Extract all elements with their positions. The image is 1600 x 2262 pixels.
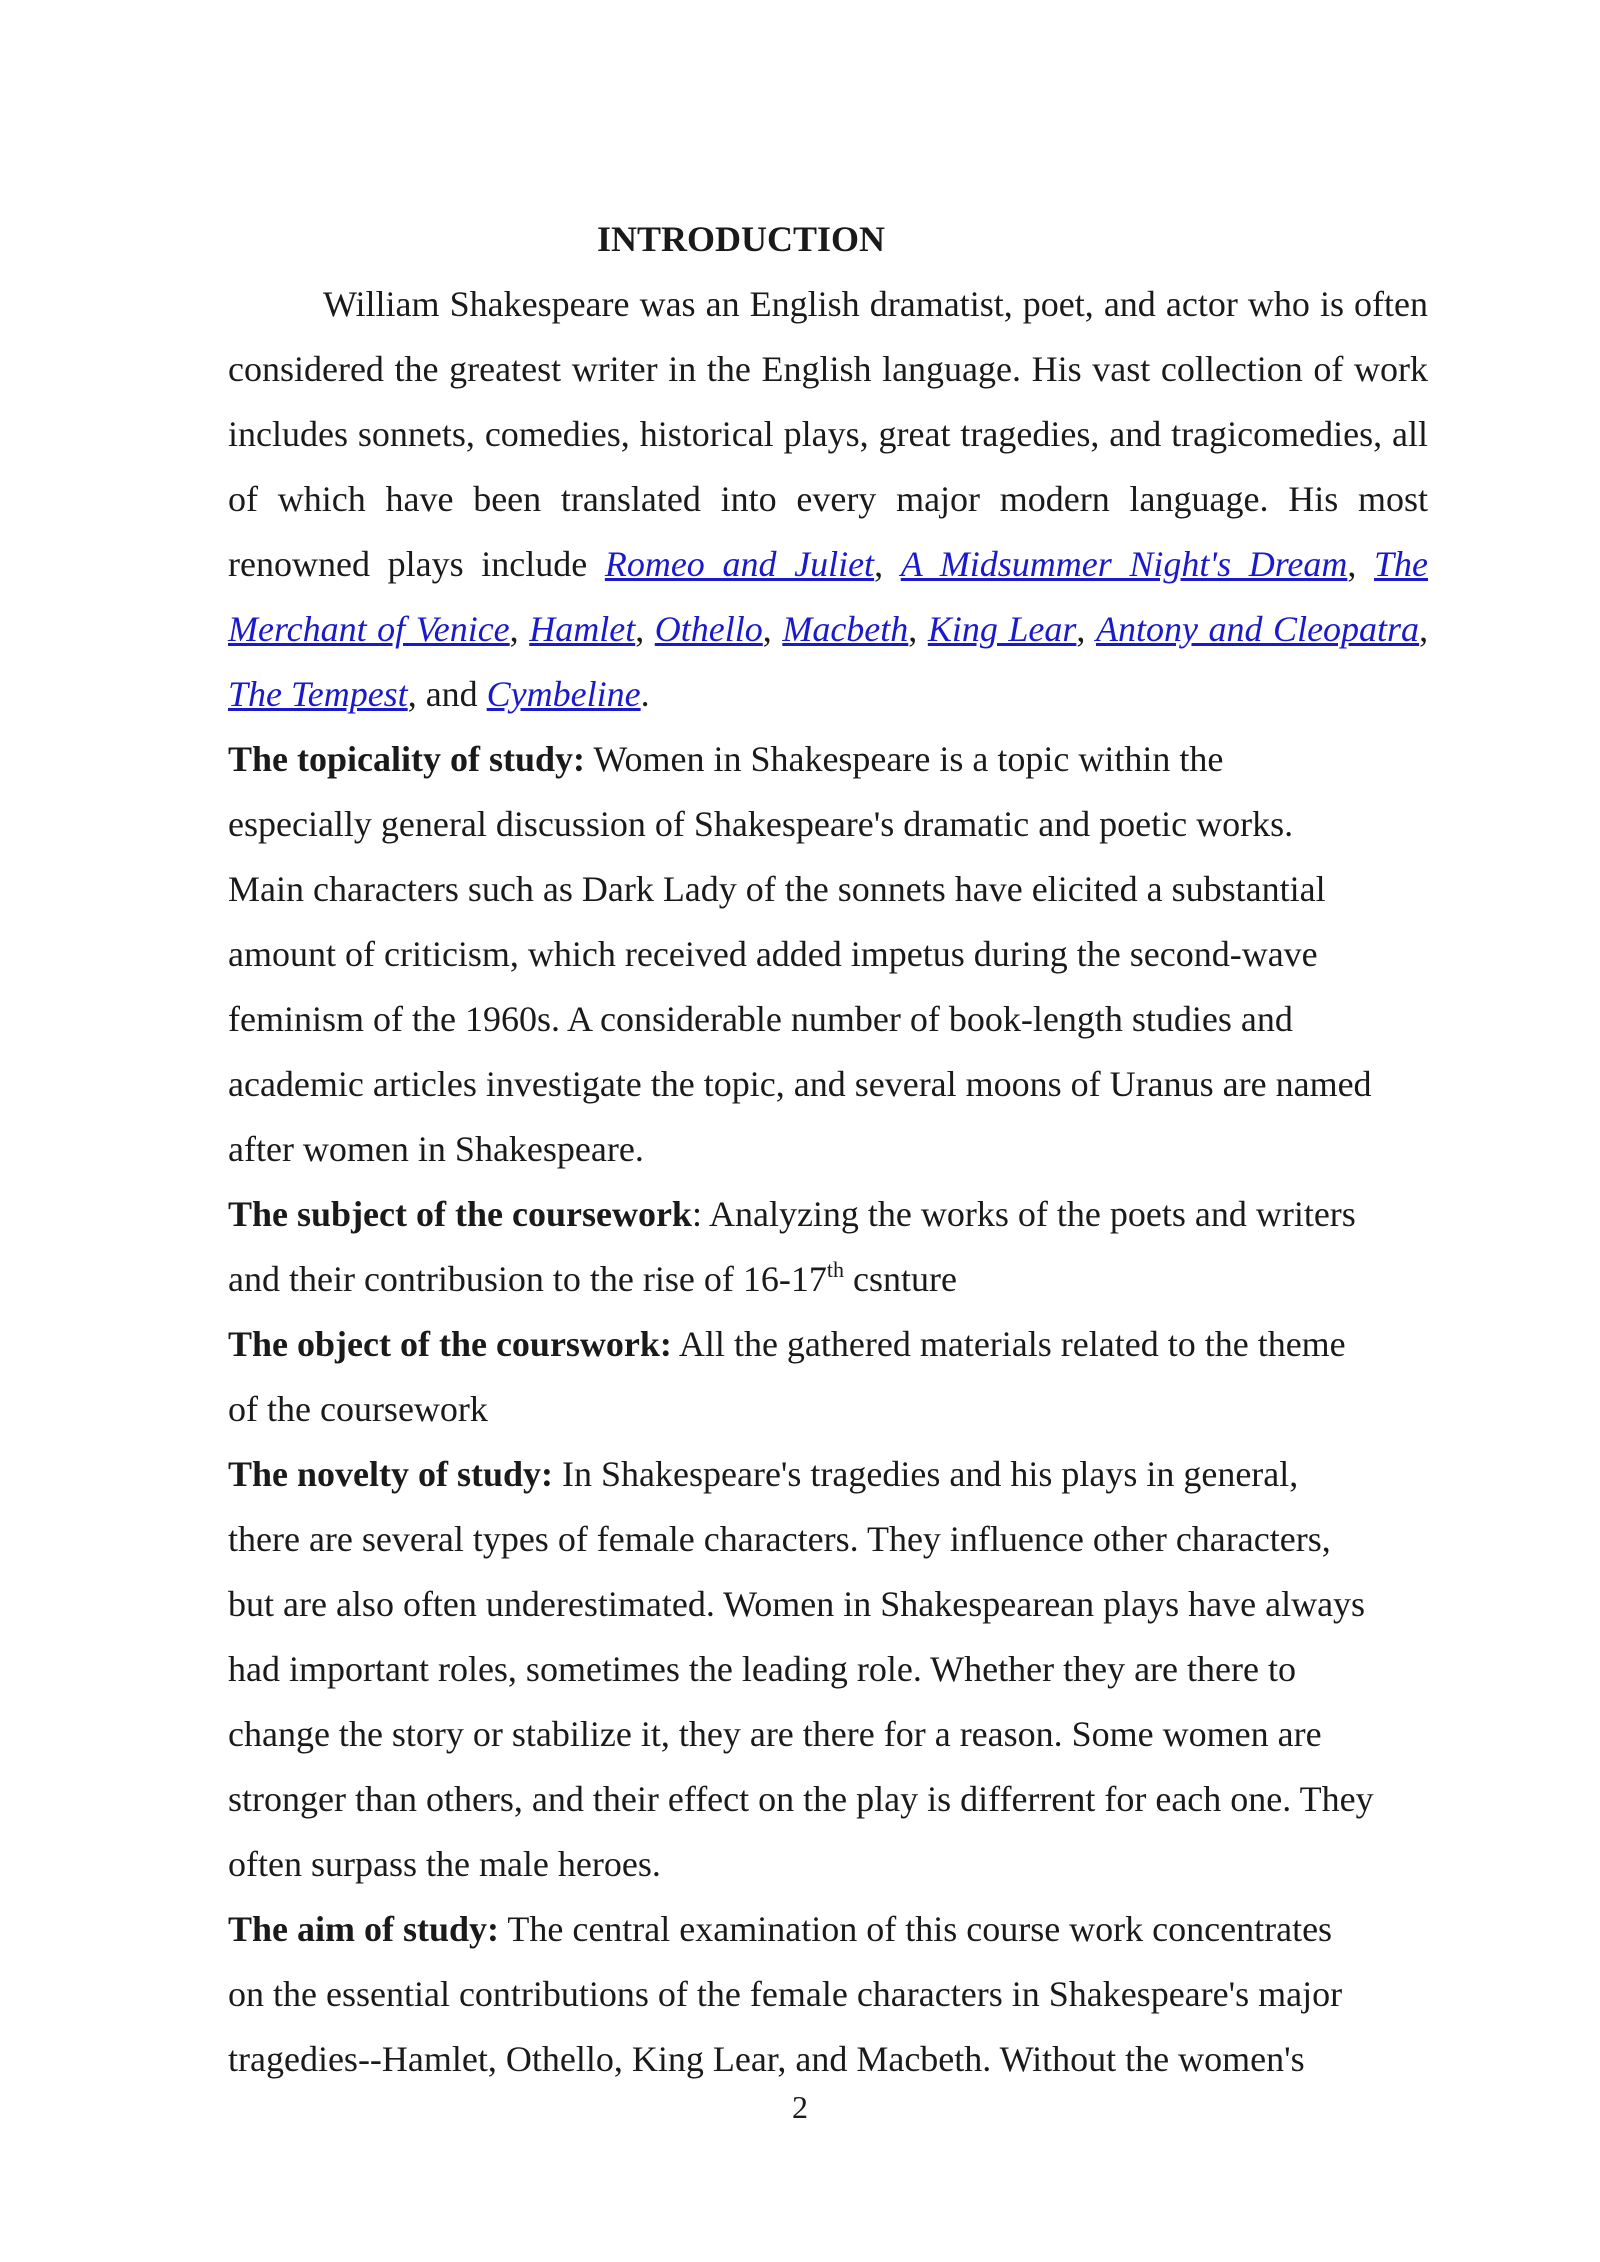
page-title: INTRODUCTION <box>597 219 886 259</box>
text-line <box>228 1247 1428 1312</box>
text-line: amount of criticism, which received added impetus during the second-wave <box>228 934 1318 974</box>
text-line: feminism of the 1960s. A considerable number of book-length studies and <box>228 999 1293 1039</box>
text-span: All the gathered materials related to the theme <box>671 1324 1346 1364</box>
superscript: th <box>826 1257 844 1282</box>
conjunction: and <box>425 674 487 714</box>
text-line: of the coursework <box>228 1389 488 1429</box>
text-span: : Analyzing the works of the poets and writers <box>691 1194 1356 1234</box>
text-span: csnture <box>844 1259 957 1299</box>
text-line <box>228 727 1428 792</box>
page-number: 2 <box>792 2089 808 2125</box>
text-span: Women in Shakespeare is a topic within the <box>585 739 1224 779</box>
text-span: and their contribusion to the rise of 16-17 <box>228 1259 827 1299</box>
separator: , <box>1347 544 1375 584</box>
text-line: academic articles investigate the topic, and several moons of Uranus are named <box>228 1064 1372 1104</box>
play-link-king-lear[interactable]: King Lear <box>927 609 1077 649</box>
object-section <box>228 1312 1428 1442</box>
separator: , <box>762 609 783 649</box>
text-span: In Shakespeare's tragedies and his plays in general, <box>553 1454 1299 1494</box>
play-link-macbeth[interactable]: Macbeth <box>782 609 909 649</box>
separator: , <box>874 544 901 584</box>
object-label: The object of the courswork: <box>228 1324 672 1364</box>
play-link-midsummer-nights-dream[interactable]: A Midsummer Night's Dream <box>900 544 1348 584</box>
text-line <box>228 1442 1428 1507</box>
intro-paragraph <box>228 272 1428 727</box>
play-link-antony-and-cleopatra[interactable]: Antony and Cleopatra <box>1095 609 1420 649</box>
aim-label: The aim of study: <box>228 1909 500 1949</box>
subject-label: The subject of the coursework <box>228 1194 692 1234</box>
separator: , <box>509 609 530 649</box>
text-line: stronger than others, and their effect on the play is differrent for each one. They <box>228 1779 1374 1819</box>
play-link-romeo-and-juliet[interactable]: Romeo and Juliet <box>604 544 875 584</box>
text-line: change the story or stabilize it, they are there for a reason. Some women are <box>228 1714 1322 1754</box>
text-line: there are several types of female characters. They influence other characters, <box>228 1519 1331 1559</box>
text-line: Main characters such as Dark Lady of the sonnets have elicited a substantial <box>228 869 1326 909</box>
topicality-label: The topicality of study: <box>228 739 586 779</box>
text-span: The central examination of this course work concentrates <box>499 1909 1333 1949</box>
intro-text: William Shakespeare was an English dramatist, poet, and actor who is often considered the greatest writer in the English language. His vast collection of work includes sonnets, comedies, historical plays, great tragedies, and tragicomedies, all of which have been translated into every major modern language. His most renowned plays include <box>228 284 1428 584</box>
text-line: especially general discussion of Shakespeare's dramatic and poetic works. <box>228 804 1294 844</box>
separator: , <box>908 609 928 649</box>
play-link-hamlet[interactable]: Hamlet <box>529 609 636 649</box>
text-line: after women in Shakespeare. <box>228 1129 644 1169</box>
text-line: but are also often underestimated. Women in Shakespearean plays have always <box>228 1584 1366 1624</box>
topicality-section <box>228 727 1428 1182</box>
subject-section <box>228 1182 1428 1312</box>
aim-section <box>228 1897 1428 2092</box>
play-link-cymbeline[interactable]: Cymbeline <box>486 674 641 714</box>
text-line: tragedies--Hamlet, Othello, King Lear, and Macbeth. Without the women's <box>228 2039 1305 2079</box>
play-link-merchant-of-venice[interactable]: The Merchant of Venice <box>228 544 1429 649</box>
period: . <box>640 674 650 714</box>
text-line <box>228 1897 1428 1962</box>
play-link-the-tempest[interactable]: The Tempest <box>228 674 408 714</box>
novelty-label: The novelty of study: <box>228 1454 554 1494</box>
play-link-othello[interactable]: Othello <box>654 609 763 649</box>
separator: , <box>635 609 655 649</box>
text-line: on the essential contributions of the female characters in Shakespeare's major <box>228 1974 1343 2014</box>
text-line <box>228 1182 1428 1247</box>
novelty-section <box>228 1442 1428 1897</box>
text-line: often surpass the male heroes. <box>228 1844 661 1884</box>
separator: , <box>407 674 426 714</box>
separator: , <box>1419 609 1429 649</box>
text-line: had important roles, sometimes the leading role. Whether they are there to <box>228 1649 1296 1689</box>
separator: , <box>1076 609 1096 649</box>
text-line <box>228 1312 1428 1377</box>
